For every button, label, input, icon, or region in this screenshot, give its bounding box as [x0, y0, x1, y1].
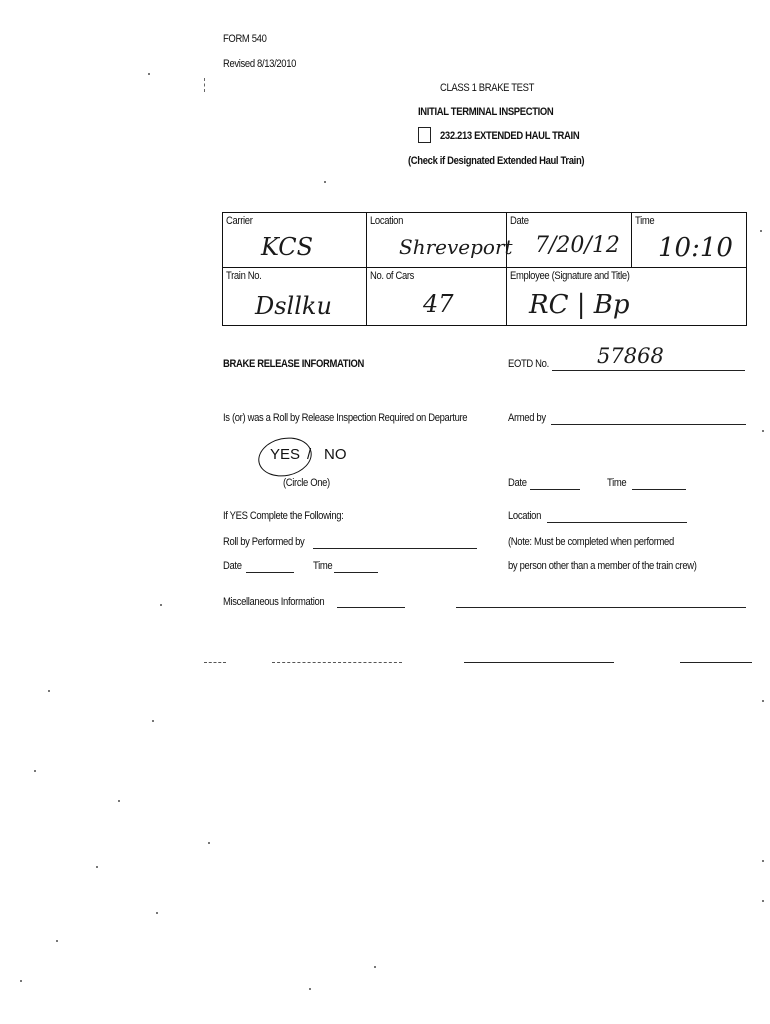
train-number-value[interactable]: Dsllku — [255, 292, 332, 320]
scan-line — [680, 662, 752, 663]
scan-speck — [762, 430, 764, 432]
date-line-2[interactable] — [530, 489, 580, 490]
no-option[interactable]: NO — [324, 446, 347, 463]
eotd-value[interactable]: 57868 — [597, 344, 664, 368]
scan-speck — [96, 866, 98, 868]
scan-speck — [762, 700, 764, 702]
date-label: Date — [510, 215, 529, 227]
eotd-label: EOTD No. — [508, 358, 549, 370]
if-yes-instruction: If YES Complete the Following: — [223, 510, 344, 522]
scan-line — [204, 662, 226, 663]
revised-date: Revised 8/13/2010 — [223, 58, 297, 70]
scan-speck — [208, 842, 210, 844]
title-extended-haul: 232.213 EXTENDED HAUL TRAIN — [440, 130, 580, 142]
brake-release-heading: BRAKE RELEASE INFORMATION — [223, 358, 365, 370]
scan-speck — [160, 604, 162, 606]
scan-speck — [20, 980, 22, 982]
time-label-3: Time — [313, 560, 333, 572]
roll-by-performed-label: Roll by Performed by — [223, 536, 305, 548]
employee-cell — [507, 268, 747, 326]
time-label: Time — [635, 215, 655, 227]
time-value[interactable]: 10:10 — [658, 233, 733, 263]
location-value[interactable]: Shreveport — [399, 235, 513, 259]
misc-info-line-b[interactable] — [456, 607, 746, 608]
form-number: FORM 540 — [223, 33, 267, 45]
roll-by-performed-line[interactable] — [313, 548, 477, 549]
location-label: Location — [370, 215, 404, 227]
scan-speck — [309, 988, 311, 990]
scan-speck — [118, 800, 120, 802]
scan-speck — [762, 900, 764, 902]
scan-speck — [148, 73, 150, 75]
armed-by-label: Armed by — [508, 412, 546, 424]
train-number-cell — [223, 268, 367, 326]
yes-no-separator: / — [307, 446, 312, 463]
title-check-note: (Check if Designated Extended Haul Train) — [408, 155, 585, 167]
scan-line — [464, 662, 614, 663]
scan-speck — [760, 230, 762, 232]
date-label-3: Date — [223, 560, 242, 572]
note-line-2: by person other than a member of the train crew) — [508, 560, 697, 572]
date-label-2: Date — [508, 477, 527, 489]
extended-haul-checkbox[interactable] — [418, 127, 431, 143]
carrier-cell — [223, 213, 367, 268]
carrier-value[interactable]: KCS — [261, 233, 314, 261]
employee-label: Employee (Signature and Title) — [510, 270, 630, 282]
cars-cell — [367, 268, 507, 326]
title-class1: CLASS 1 BRAKE TEST — [440, 82, 535, 94]
train-info-table — [222, 212, 747, 326]
cars-label: No. of Cars — [370, 270, 415, 282]
carrier-label: Carrier — [226, 215, 253, 227]
cars-value[interactable]: 47 — [423, 290, 454, 318]
train-number-label: Train No. — [226, 270, 262, 282]
time-label-2: Time — [607, 477, 627, 489]
time-cell — [632, 213, 747, 268]
armed-by-line[interactable] — [551, 424, 746, 425]
scan-line — [272, 662, 402, 663]
scan-speck — [324, 181, 326, 183]
location-line[interactable] — [547, 522, 687, 523]
date-line-3[interactable] — [246, 572, 294, 573]
note-line-1: (Note: Must be completed when performed — [508, 536, 674, 548]
location-cell — [367, 213, 513, 268]
time-line-3[interactable] — [334, 572, 378, 573]
misc-info-line-a[interactable] — [337, 607, 405, 608]
scan-speck — [762, 860, 764, 862]
yes-option[interactable]: YES — [270, 446, 301, 463]
margin-mark — [204, 78, 206, 92]
scan-speck — [156, 912, 158, 914]
scan-speck — [56, 940, 58, 942]
date-cell — [507, 213, 632, 268]
scan-speck — [374, 966, 376, 968]
circle-one-note: (Circle One) — [283, 477, 330, 489]
scan-speck — [152, 720, 154, 722]
misc-info-label: Miscellaneous Information — [223, 596, 325, 608]
eotd-line — [552, 370, 745, 371]
time-line-2[interactable] — [632, 489, 686, 490]
location-label-2: Location — [508, 510, 542, 522]
employee-signature[interactable]: RC | Bp — [529, 290, 630, 320]
scan-speck — [48, 690, 50, 692]
scan-speck — [34, 770, 36, 772]
title-initial-terminal: INITIAL TERMINAL INSPECTION — [418, 106, 554, 118]
roll-by-question: Is (or) was a Roll by Release Inspection Required on Departure — [223, 412, 468, 424]
date-value[interactable]: 7/20/12 — [535, 233, 620, 258]
